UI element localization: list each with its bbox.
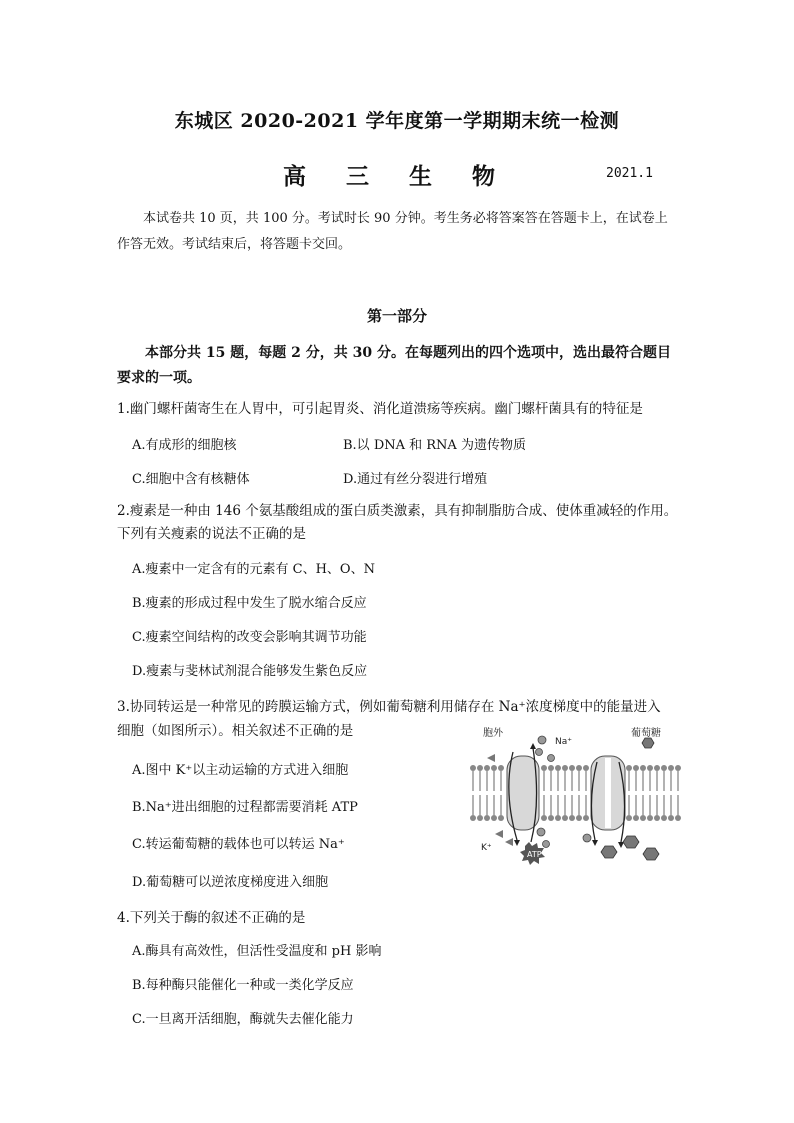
exam-title: 东城区 2020-2021 学年度第一学期期末统一检测 xyxy=(174,110,620,132)
atp-label: ATP xyxy=(527,850,542,859)
q2-option-b: B.瘦素的形成过程中发生了脱水缩合反应 xyxy=(132,596,367,611)
q2-option-c: C.瘦素空间结构的改变会影响其调节功能 xyxy=(132,630,367,645)
outside-label: 胞外 xyxy=(483,728,503,739)
q3-option-c: C.转运葡萄糖的载体也可以转运 Na⁺ xyxy=(132,837,345,852)
exam-date: 2021.1 xyxy=(606,166,653,181)
na-label: Na⁺ xyxy=(555,737,572,747)
glucose-label: 葡萄糖 xyxy=(631,728,661,739)
q1-stem: 1.幽门螺杆菌寄生在人胃中，可引起胃炎、消化道溃疡等疾病。幽门螺杆菌具有的特征是 xyxy=(117,401,643,417)
part-instructions: 本部分共 15 题，每题 2 分，共 30 分。在每题列出的四个选项中，选出最符合题目要求的一项。 xyxy=(117,345,671,386)
q4-option-b: B.每种酶只能催化一种或一类化学反应 xyxy=(132,978,354,993)
q3-option-d: D.葡萄糖可以逆浓度梯度进入细胞 xyxy=(132,875,329,890)
q4-option-c: C.一旦离开活细胞，酶就失去催化能力 xyxy=(132,1012,354,1027)
q2-option-d: D.瘦素与斐林试剂混合能够发生紫色反应 xyxy=(132,664,368,679)
membrane-transport-figure xyxy=(469,722,681,870)
q1-option-d: D.通过有丝分裂进行增殖 xyxy=(343,472,488,487)
q1-option-b: B.以 DNA 和 RNA 为遗传物质 xyxy=(343,438,526,453)
q1-option-c: C.细胞中含有核糖体 xyxy=(132,472,250,487)
k-label: K⁺ xyxy=(481,843,492,853)
q4-stem: 4.下列关于酶的叙述不正确的是 xyxy=(117,910,306,926)
exam-intro: 本试卷共 10 页，共 100 分。考试时长 90 分钟。考生务必将答案答在答题卡上，在试卷上作答无效。考试结束后，将答题卡交回。 xyxy=(117,211,668,252)
part-title: 第一部分 xyxy=(366,307,427,325)
q3-stem-line1: 3.协同转运是一种常见的跨膜运输方式，例如葡萄糖利用储存在 Na⁺浓度梯度中的能量进入 xyxy=(117,699,661,715)
q4-option-a: A.酶具有高效性，但活性受温度和 pH 影响 xyxy=(132,944,382,959)
q3-stem-line2: 细胞（如图所示）。相关叙述不正确的是 xyxy=(117,723,354,739)
q1-option-a: A.有成形的细胞核 xyxy=(132,438,237,453)
q2-stem-line2: 下列有关瘦素的说法不正确的是 xyxy=(117,526,306,542)
exam-subject: 高 三 生 物 xyxy=(282,163,512,190)
q3-option-a: A.图中 K⁺以主动运输的方式进入细胞 xyxy=(132,763,349,778)
q2-option-a: A.瘦素中一定含有的元素有 C、H、O、N xyxy=(132,562,375,577)
q3-option-b: B.Na⁺进出细胞的过程都需要消耗 ATP xyxy=(132,800,358,815)
q2-stem-line1: 2.瘦素是一种由 146 个氨基酸组成的蛋白质类激素，具有抑制脂肪合成、使体重减轻的作用。 xyxy=(117,503,678,519)
